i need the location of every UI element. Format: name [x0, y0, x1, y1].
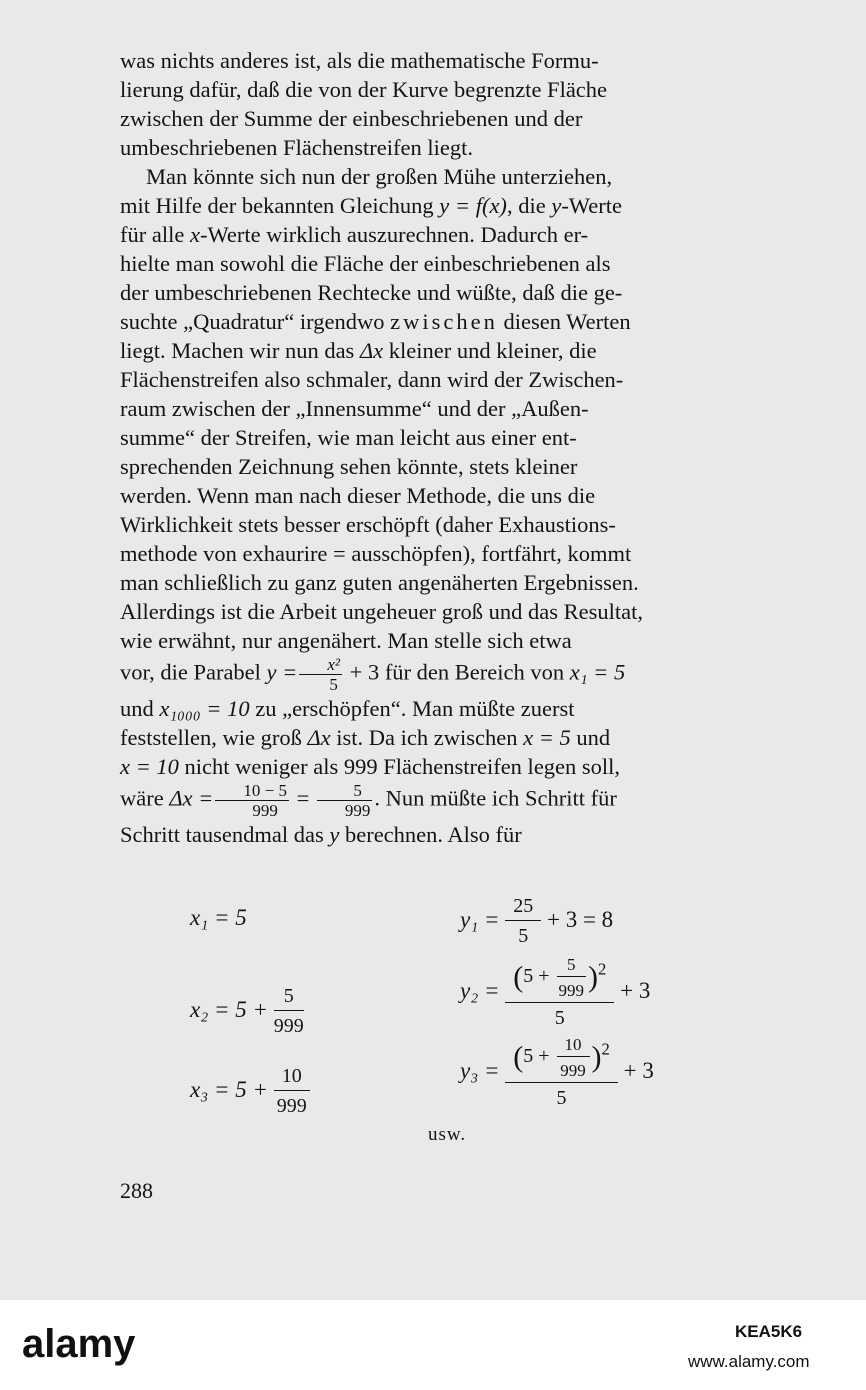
formula-row-2 [0, 955, 866, 1035]
alamy-logo: alamy [22, 1322, 136, 1366]
watermark-footer [0, 1300, 866, 1390]
image-id: KEA5K6 [735, 1322, 803, 1341]
body-text [120, 46, 782, 849]
paragraph-2: Man könnte sich nun der großen Mühe unterziehen, mit Hilfe der bekannten Gleichung y = f(x), die y-Werte für alle x-Werte wirklich auszurechnen. Dadurch er- hielte man sowohl die Fläche der einbeschriebenen als der umbeschriebenen Rechtecke und wüßte, daß die ge- suchte „Quadratur“ irgendwo zwischen diesen Werten liegt. Machen wir nun das Δx kleiner und kleiner, die Flächenstreifen also schmaler, dann wird der Zwischen- raum zwischen der „Innensumme“ und der „Außen- summe“ der Streifen, wie man leicht aus einer ent- sprechenden Zeichnung sehen könnte, stets kleiner werden. Wenn man nach dieser Methode, die uns die Wirklichkeit stets besser erschöpft (daher Exhaustions- methode von exhaurire = ausschöpfen), fortfährt, kommt man schließlich zu ganz guten angenäherten Ergebnissen. Allerdings ist die Arbeit ungeheuer groß und das Resultat, wie erwähnt, nur angenähert. Man stelle sich etwa vor, die Parabel y = $\frac{\text{x²}}{5}$ + 3 für den Bereich von x₁ = 5 und x₁₀₀₀ = 10 zu „erschöpfen“. Man müßte zuerst feststellen, wie groß Δx ist. Da ich zwischen x = 5 und x = 10 nicht weniger als 999 Flächenstreifen legen soll, wäre Δx = $\frac{10 - 5}{999}$ = $\frac{5}{999}$ . Nun müßte ich Schritt für Schritt tausendmal das y berechnen. Also für [120, 164, 644, 847]
delta-x-result-fraction: $\frac{5}{999}$ [317, 781, 373, 820]
site-url: www.alamy.com [688, 1352, 810, 1371]
parabola-fraction: $\frac{\text{x²}}{5}$ [299, 655, 342, 694]
usw-label: usw. [428, 1124, 467, 1145]
page-number: 288 [120, 1178, 153, 1203]
y2-formula: y₂ = (5 + $\frac{5}{999}$ )$^2$ 5 + 3 [460, 955, 651, 1029]
formula-row-3 [0, 1035, 866, 1115]
paragraph-1: was nichts anderes ist, als die mathematische Formu- lierung dafür, daß die von der Kurve begrenzte Fläche zwischen der Summe der einbeschriebenen und der umbeschriebenen Flächenstreifen liegt. [120, 48, 608, 160]
x2-formula: x₂ = 5 + $\frac{5}{999}$ [190, 985, 304, 1037]
delta-x-fraction: $\frac{10 - 5}{999}$ [215, 781, 289, 820]
y3-formula: y₃ = (5 + $\frac{10}{999}$ )$^2$ 5 + 3 [460, 1035, 654, 1109]
x3-formula: x₃ = 5 + $\frac{10}{999}$ [190, 1065, 310, 1118]
x1-formula: x₁ = 5 [190, 905, 247, 930]
y1-formula: y₁ = $\frac{25}{5}$ + 3 = 8 [460, 895, 614, 947]
